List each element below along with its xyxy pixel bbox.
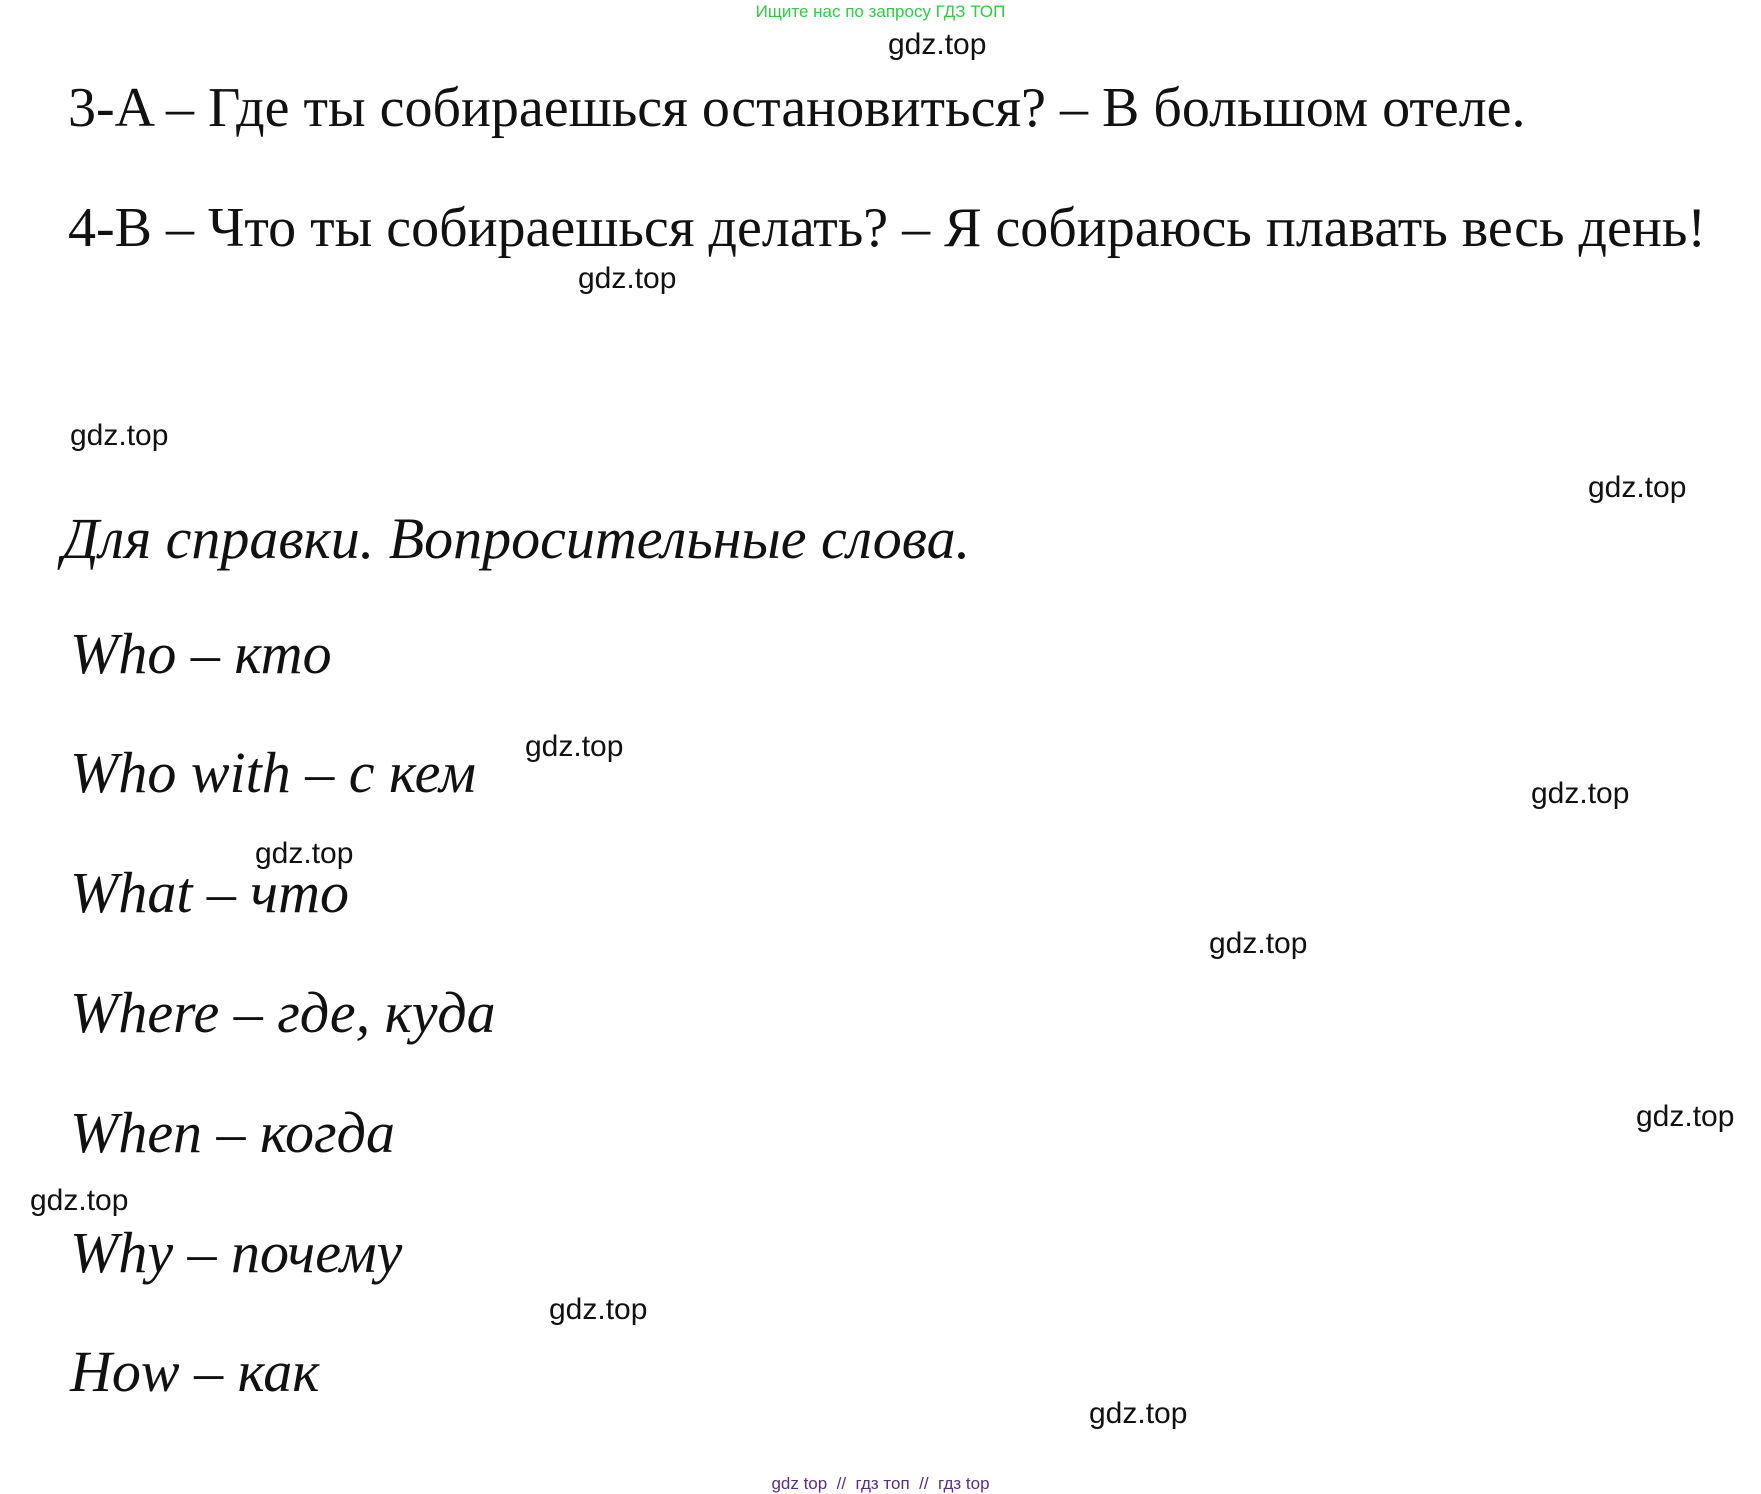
vocab-who-with: Who with – с кем: [70, 740, 476, 805]
vocab-who: Who – кто: [70, 621, 332, 686]
watermark: gdz.top: [1636, 1100, 1735, 1133]
watermark: gdz.top: [578, 262, 677, 295]
watermark: gdz.top: [1089, 1397, 1188, 1430]
watermark: gdz.top: [255, 837, 354, 870]
watermark: gdz.top: [1531, 777, 1630, 810]
vocab-why: Why – почему: [70, 1220, 403, 1285]
watermark: gdz.top: [1209, 927, 1308, 960]
vocab-how: How – как: [70, 1339, 320, 1404]
vocab-what: What – что: [70, 860, 349, 925]
search-hint-banner: Ищите нас по запросу ГДЗ ТОП: [755, 2, 1006, 21]
reference-title: Для справки. Вопросительные слова.: [62, 506, 971, 571]
vocab-when: When – когда: [70, 1100, 395, 1165]
watermark: gdz.top: [30, 1184, 129, 1217]
watermark: gdz.top: [549, 1293, 648, 1326]
watermark: gdz.top: [888, 28, 987, 61]
answer-4b: 4-B – Что ты собираешься делать? – Я собираюсь плавать весь день!: [68, 197, 1706, 259]
footer-links: gdz top // гдз топ // гдз top: [771, 1474, 990, 1493]
answer-3a: 3-A – Где ты собираешься остановиться? – В большом отеле.: [68, 77, 1526, 139]
vocab-where: Where – где, куда: [70, 980, 496, 1045]
watermark: gdz.top: [1588, 471, 1687, 504]
watermark: gdz.top: [70, 419, 169, 452]
watermark: gdz.top: [525, 730, 624, 763]
